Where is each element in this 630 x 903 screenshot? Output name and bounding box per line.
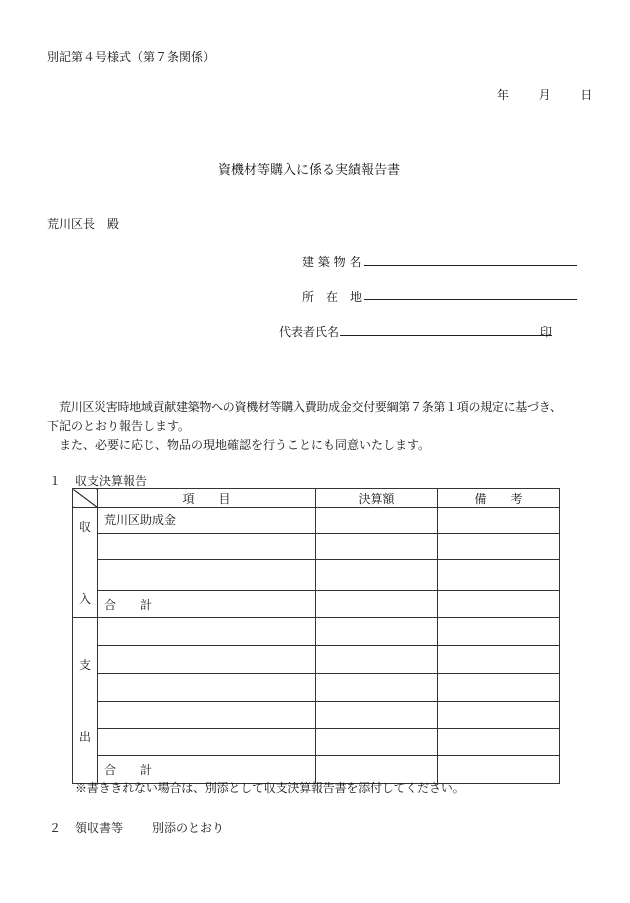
expense-amount-cell[interactable] — [316, 702, 438, 729]
expense-item-cell[interactable] — [98, 618, 316, 646]
income-label-char-2: 入 — [78, 591, 91, 606]
column-header-amount: 決算額 — [316, 489, 438, 508]
income-label-char-1: 収 — [78, 519, 91, 534]
expense-amount-cell[interactable] — [316, 729, 438, 756]
expense-remarks-cell[interactable] — [438, 646, 560, 674]
expense-remarks-cell[interactable] — [438, 729, 560, 756]
income-total-amount[interactable] — [316, 591, 438, 618]
income-total-remarks[interactable] — [438, 591, 560, 618]
expense-remarks-cell[interactable] — [438, 702, 560, 729]
table-row — [73, 646, 560, 674]
body-line-3: また、必要に応じ、物品の現地確認を行うことにも同意いたします。 — [59, 438, 431, 452]
income-amount-cell[interactable] — [316, 534, 438, 560]
expense-total-label: 合 計 — [98, 756, 316, 784]
settlement-table — [72, 488, 560, 784]
income-total-row — [73, 591, 560, 618]
expense-item-cell[interactable] — [98, 674, 316, 702]
expense-amount-cell[interactable] — [316, 646, 438, 674]
seal-mark: 印 — [540, 325, 553, 339]
location-field[interactable] — [364, 299, 577, 300]
table-row — [73, 508, 560, 534]
date-year: 年 — [497, 88, 510, 102]
body-line-1: 荒川区災害時地域貢献建築物への資機材等購入費助成金交付要綱第７条第１項の規定に基づき、 — [59, 400, 562, 414]
expense-group-label — [73, 618, 98, 784]
addressee: 荒川区長 殿 — [47, 217, 120, 231]
date-day: 日 — [580, 88, 593, 102]
location-label: 所 在 地 — [302, 290, 363, 304]
income-remarks-cell[interactable] — [438, 508, 560, 534]
building-name-label: 建 築 物 名 — [302, 255, 362, 269]
header-corner-cell — [73, 489, 98, 508]
table-row — [73, 702, 560, 729]
representative-label: 代表者氏名 — [279, 325, 340, 339]
income-item-cell[interactable]: 荒川区助成金 — [98, 508, 316, 534]
building-name-field[interactable] — [364, 265, 577, 266]
expense-item-cell[interactable] — [98, 702, 316, 729]
form-number: 別記第４号様式（第７条関係） — [47, 50, 216, 64]
date-month: 月 — [538, 88, 551, 102]
date-line — [497, 86, 592, 103]
table-row — [73, 618, 560, 646]
expense-amount-cell[interactable] — [316, 674, 438, 702]
document-title: 資機材等購入に係る実績報告書 — [218, 163, 401, 178]
table-header-row — [73, 489, 560, 508]
column-header-item: 項 目 — [98, 489, 316, 508]
section2-value: 別添のとおり — [152, 821, 225, 835]
income-remarks-cell[interactable] — [438, 534, 560, 560]
expense-label-char-2: 出 — [78, 729, 91, 744]
income-amount-cell[interactable] — [316, 560, 438, 591]
income-group-label — [73, 508, 98, 618]
table-row — [73, 674, 560, 702]
expense-remarks-cell[interactable] — [438, 674, 560, 702]
table-row — [73, 534, 560, 560]
income-amount-cell[interactable] — [316, 508, 438, 534]
column-header-remarks: 備 考 — [438, 489, 560, 508]
income-item-cell[interactable] — [98, 534, 316, 560]
expense-amount-cell[interactable] — [316, 618, 438, 646]
table-row — [73, 560, 560, 591]
expense-remarks-cell[interactable] — [438, 618, 560, 646]
body-line-2: 下記のとおり報告します。 — [47, 419, 191, 433]
income-total-label: 合 計 — [98, 591, 316, 618]
section2-number: ２ — [49, 821, 62, 835]
table-row — [73, 729, 560, 756]
expense-item-cell[interactable] — [98, 729, 316, 756]
expense-label-char-1: 支 — [78, 657, 91, 672]
section1-heading: 収支決算報告 — [75, 474, 148, 488]
representative-field[interactable] — [340, 335, 552, 336]
income-item-cell[interactable] — [98, 560, 316, 591]
section1-number: １ — [49, 474, 62, 488]
table-note: ※書ききれない場合は、別添として収支決算報告書を添付してください。 — [75, 781, 465, 795]
expense-item-cell[interactable] — [98, 646, 316, 674]
section2-heading: 領収書等 — [75, 821, 124, 835]
income-remarks-cell[interactable] — [438, 560, 560, 591]
